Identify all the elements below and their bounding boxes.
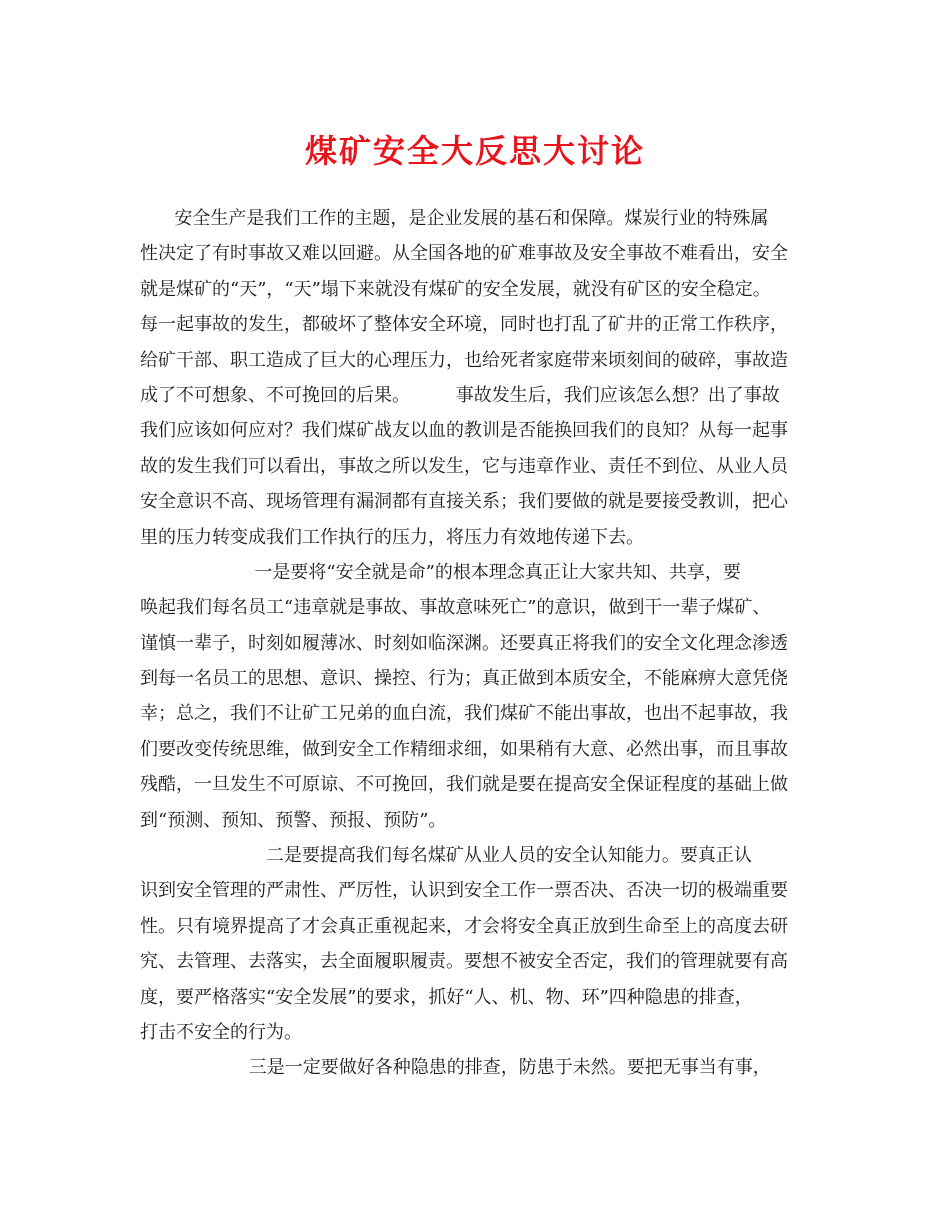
body-line: 成了不可想象、不可挽回的后果。 事故发生后，我们应该怎么想？出了事故 <box>140 384 780 406</box>
body-line: 打击不安全的行为。 <box>140 1021 302 1043</box>
body-line: 二是要提高我们每名煤矿从业人员的安全认知能力。要真正认 <box>140 845 752 867</box>
body-line: 每一起事故的发生，都破坏了整体安全环境，同时也打乱了矿井的正常工作秩序， <box>140 314 788 336</box>
body-line: 到每一名员工的思想、意识、操控、行为；真正做到本质安全，不能麻痹大意凭侥 <box>140 668 788 690</box>
body-line: 唤起我们每名员工“违章就是事故、事故意味死亡”的意识，做到干一辈子煤矿、 <box>140 597 771 619</box>
document-body <box>140 201 830 1086</box>
body-line: 故的发生我们可以看出，事故之所以发生，它与违章作业、责任不到位、从业人员 <box>140 455 788 477</box>
body-line: 三是一定要做好各种隐患的排查，防患于未然。要把无事当有事， <box>140 1057 771 1079</box>
body-line: 就是煤矿的“天”，“天”塌下来就没有煤矿的安全发展，就没有矿区的安全稳定。 <box>140 278 771 300</box>
document-title: 煤矿安全大反思大讨论 <box>304 132 645 170</box>
body-line: 一是要将“安全就是命”的根本理念真正让大家共知、共享，要 <box>140 561 741 583</box>
body-line: 度，要严格落实“安全发展”的要求，抓好“人、机、物、环”四种隐患的排查， <box>140 986 753 1008</box>
body-line: 给矿干部、职工造成了巨大的心理压力，也给死者家庭带来顷刻间的破碎，事故造 <box>140 349 788 371</box>
body-line: 谨慎一辈子，时刻如履薄冰、时刻如临深渊。还要真正将我们的安全文化理念渗透 <box>140 632 788 654</box>
body-line: 安全意识不高、现场管理有漏洞都有直接关系；我们要做的就是要接受教训，把心 <box>140 491 788 513</box>
body-line: 性。只有境界提高了才会真正重视起来，才会将安全真正放到生命至上的高度去研 <box>140 915 788 937</box>
body-line: 到“预测、预知、预警、预报、预防”。 <box>140 809 447 831</box>
body-line: 们要改变传统思维，做到安全工作精细求细，如果稍有大意、必然出事，而且事故 <box>140 738 788 760</box>
body-line: 识到安全管理的严肃性、严厉性，认识到安全工作一票否决、否决一切的极端重要 <box>140 880 788 902</box>
body-line: 幸；总之，我们不让矿工兄弟的血白流，我们煤矿不能出事故，也出不起事故，我 <box>140 703 788 725</box>
body-line: 残酷，一旦发生不可原谅、不可挽回，我们就是要在提高安全保证程度的基础上做 <box>140 774 788 796</box>
body-line: 性决定了有时事故又难以回避。从全国各地的矿难事故及安全事故不难看出，安全 <box>140 243 788 265</box>
body-line: 安全生产是我们工作的主题，是企业发展的基石和保障。煤炭行业的特殊属 <box>140 208 769 229</box>
body-line: 我们应该如何应对？我们煤矿战友以血的教训是否能换回我们的良知？从每一起事 <box>140 420 788 442</box>
body-line: 里的压力转变成我们工作执行的压力，将压力有效地传递下去。 <box>140 526 644 548</box>
body-line: 究、去管理、去落实，去全面履职履责。要想不被安全否定，我们的管理就要有高 <box>140 951 788 973</box>
